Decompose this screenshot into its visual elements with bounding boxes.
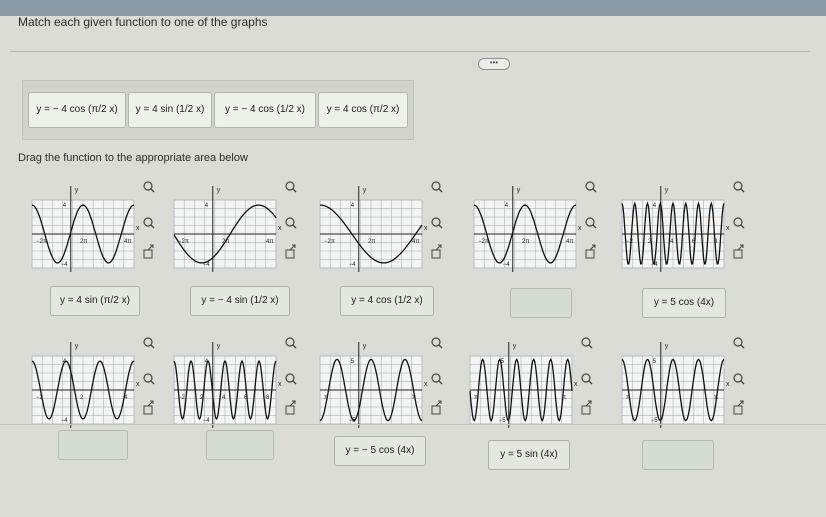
graph-card[interactable] [466,334,616,450]
y-axis-label: y [362,343,367,350]
zoom-out-icon[interactable] [286,218,296,228]
zoom-in-icon[interactable] [144,182,154,192]
tick-label: π [562,395,567,401]
graph-card[interactable] [618,178,768,294]
zoom-in-icon[interactable] [286,182,296,192]
tick-label: 4 [124,395,128,401]
tick-label: 4π [124,239,132,245]
y-axis-label: y [512,343,517,350]
y-axis-label: y [74,343,79,350]
y-min-label: −5 [348,418,356,424]
zoom-in-icon[interactable] [286,338,296,348]
more-button[interactable]: ••• [478,58,510,70]
function-chip[interactable]: y = − 4 cos (1/2 x) [214,92,316,128]
y-max-label: 4 [62,359,67,365]
graph-card[interactable] [28,178,178,294]
zoom-out-icon[interactable] [582,374,592,384]
external-link-icon[interactable] [286,401,295,414]
x-axis-label: x [278,225,282,232]
zoom-out-icon[interactable] [144,218,154,228]
zoom-in-icon[interactable] [734,182,744,192]
graph-card[interactable] [170,178,320,294]
tick-label: 4π [412,239,420,245]
external-link-icon[interactable] [734,401,743,414]
zoom-in-icon[interactable] [582,338,592,348]
external-link-icon[interactable] [734,245,743,258]
y-min-label: −4 [650,262,658,268]
zoom-in-icon[interactable] [586,182,596,192]
drop-zone[interactable]: y = 5 sin (4x) [488,440,570,470]
tick-label: π [474,395,479,401]
x-axis-label: x [278,381,282,388]
x-axis-label: x [574,381,578,388]
tick-label: 4π [566,239,574,245]
function-chip[interactable]: y = 4 cos (π/2 x) [318,92,408,128]
zoom-out-icon[interactable] [432,218,442,228]
tick-label: π [324,395,329,401]
x-axis-label: x [136,225,140,232]
top-bar [0,0,826,16]
zoom-in-icon[interactable] [734,338,744,348]
graph-plot [618,178,768,294]
y-max-label: 4 [652,203,657,209]
y-min-label: −4 [202,262,210,268]
graph-card[interactable] [618,334,768,450]
tick-label: 2 [200,395,204,401]
tick-label: −2 [36,395,43,401]
y-min-label: −5 [650,418,658,424]
tick-label: π [626,395,631,401]
tick-label: 2π [522,239,530,245]
question-title: Match each given function to one of the graphs [18,15,268,29]
drop-zone[interactable]: y = 4 sin (π/2 x) [50,286,140,316]
graph-plot [28,178,178,294]
row-divider [0,424,826,425]
external-link-icon[interactable] [586,245,595,258]
y-min-label: −4 [348,262,356,268]
tick-label: −2π [36,239,47,245]
graph-card[interactable] [470,178,620,294]
zoom-in-icon[interactable] [144,338,154,348]
drop-zone[interactable] [642,440,714,470]
drop-zone[interactable]: y = − 4 sin (1/2 x) [190,286,290,316]
function-chip[interactable]: y = 4 sin (1/2 x) [128,92,212,128]
tick-label: −2π [324,239,335,245]
external-link-icon[interactable] [144,245,153,258]
tick-label: −2 [626,239,633,245]
y-min-label: −4 [60,262,68,268]
y-max-label: 5 [652,359,657,365]
tick-label: 4 [670,239,674,245]
y-axis-label: y [216,343,221,350]
y-min-label: −4 [502,262,510,268]
zoom-out-icon[interactable] [586,218,596,228]
drag-instruction: Drag the function to the appropriate area below [18,152,248,164]
graph-card[interactable] [316,178,466,294]
drop-zone[interactable] [510,288,572,318]
function-chip[interactable]: y = − 4 cos (π/2 x) [28,92,126,128]
zoom-out-icon[interactable] [734,218,744,228]
tick-label: −2π [178,239,189,245]
tick-label: −2π [478,239,489,245]
y-min-label: −5 [498,418,506,424]
zoom-in-icon[interactable] [432,182,442,192]
y-axis-label: y [516,187,521,194]
y-axis-label: y [362,187,367,194]
y-min-label: −4 [60,418,68,424]
graph-plot [470,178,620,294]
zoom-out-icon[interactable] [734,374,744,384]
graph-plot [316,178,466,294]
tick-label: 6 [244,395,248,401]
tick-label: π [714,395,719,401]
tick-label: 2 [648,239,652,245]
graph-plot [618,334,768,450]
y-max-label: 5 [350,359,355,365]
zoom-out-icon[interactable] [144,374,154,384]
tick-label: 2π [80,239,88,245]
y-max-label: 4 [204,359,209,365]
external-link-icon[interactable] [286,245,295,258]
drop-zone[interactable] [206,430,274,460]
tick-label: π [412,395,417,401]
drop-zone[interactable] [58,430,128,460]
external-link-icon[interactable] [144,401,153,414]
tick-label: 2π [368,239,376,245]
tick-label: 6 [692,239,696,245]
y-max-label: 4 [62,203,67,209]
zoom-out-icon[interactable] [432,374,442,384]
y-axis-label: y [664,343,669,350]
drop-zone[interactable]: y = − 5 cos (4x) [334,436,426,466]
y-max-label: 5 [500,359,505,365]
y-axis-label: y [74,187,79,194]
x-axis-label: x [136,381,140,388]
tick-label: 4 [222,395,226,401]
x-axis-label: x [726,381,730,388]
zoom-out-icon[interactable] [286,374,296,384]
divider [10,51,810,52]
x-axis-label: x [726,225,730,232]
tick-label: 4π [266,239,274,245]
tick-label: −2 [178,395,185,401]
tick-label: 2π [222,239,230,245]
y-min-label: −4 [202,418,210,424]
tick-label: 2 [80,395,84,401]
x-axis-label: x [424,225,428,232]
graph-plot [170,178,320,294]
y-axis-label: y [664,187,669,194]
external-link-icon[interactable] [582,401,591,414]
graph-card[interactable] [316,334,466,450]
graph-plot [466,334,616,450]
graph-plot [316,334,466,450]
zoom-in-icon[interactable] [432,338,442,348]
x-axis-label: x [578,225,582,232]
external-link-icon[interactable] [432,401,441,414]
tick-label: 8 [714,239,718,245]
y-axis-label: y [216,187,221,194]
y-max-label: 4 [350,203,355,209]
drop-zone[interactable]: y = 5 cos (4x) [642,288,726,318]
tick-label: 8 [266,395,270,401]
y-max-label: 4 [204,203,209,209]
drop-zone[interactable]: y = 4 cos (1/2 x) [340,286,434,316]
y-max-label: 4 [504,203,509,209]
x-axis-label: x [424,381,428,388]
external-link-icon[interactable] [432,245,441,258]
